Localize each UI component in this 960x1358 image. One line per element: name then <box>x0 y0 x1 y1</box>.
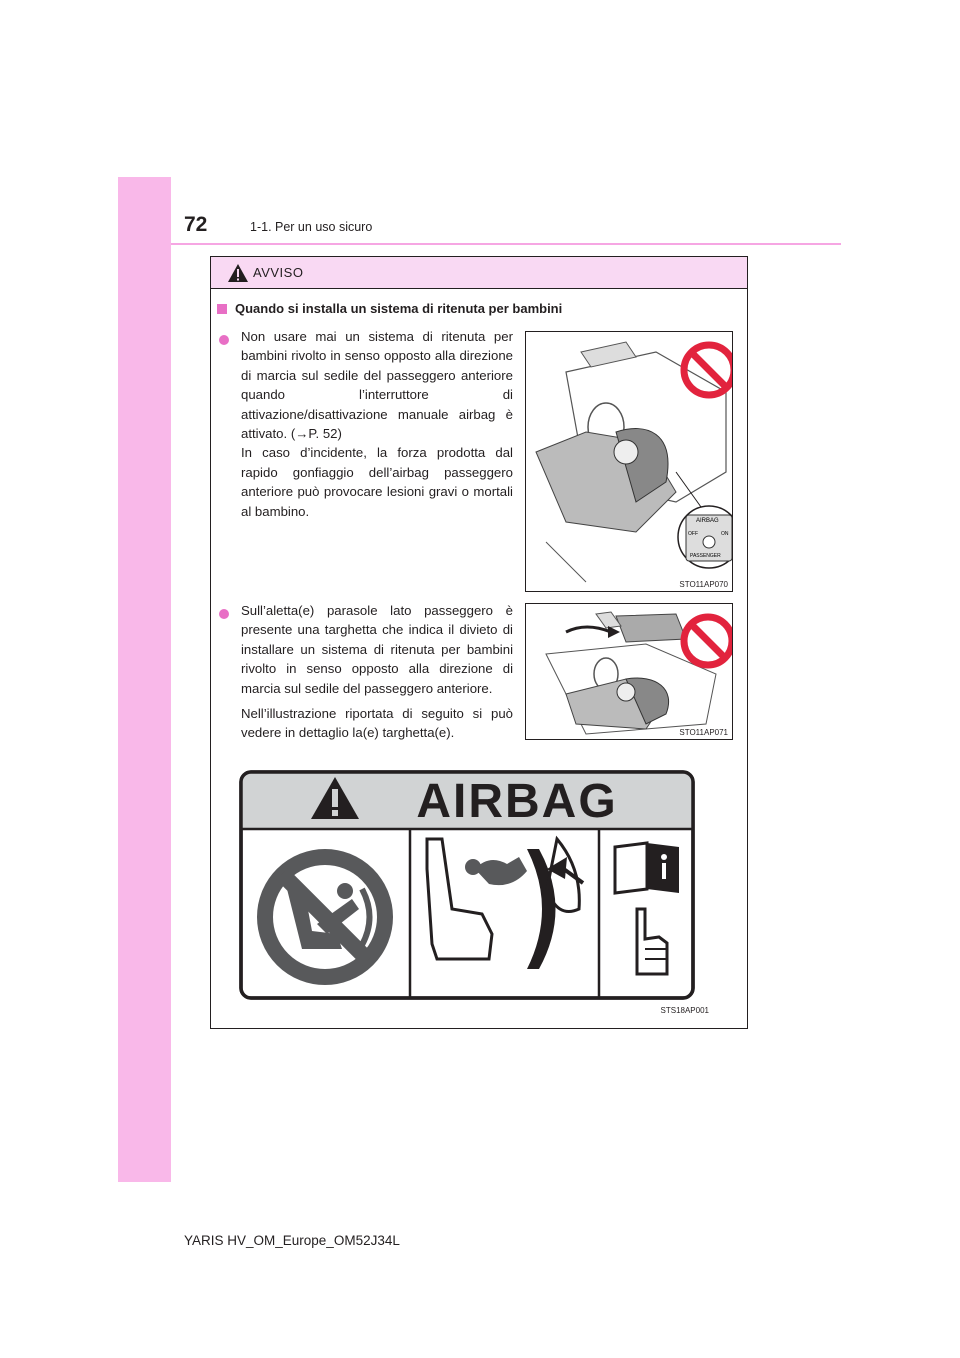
bullet-2-text-b: Nell’illustrazione riportata di seguito si può vedere in dettaglio la(e) targhetta(e). <box>241 706 513 741</box>
prohibition-icon <box>684 345 733 395</box>
figure-1 <box>525 331 733 592</box>
warning-box-header <box>211 257 747 289</box>
switch-airbag-label: AIRBAG <box>696 518 719 524</box>
airbag-label-text: AIRBAG <box>416 775 618 828</box>
figure-1-code: STO11AP070 <box>679 580 728 589</box>
bullet-2-text-a: Sull’aletta(e) parasole lato passeggero è presente una targhetta che indica il divieto di installare un sistema di ritenuta per bambini rivolto in senso opposto alla direzione di marcia sul sedile del passeggero anteriore. <box>241 603 513 696</box>
sun-visor-illustration <box>526 604 733 740</box>
switch-passenger-label: PASSENGER <box>690 553 721 559</box>
section-title: 1-1. Per un uso sicuro <box>250 220 373 234</box>
bullet-1-text-b: In caso d’incidente, la forza prodotta dal rapido gonfiaggio dell’airbag passeggero anteriore può provocare lesioni gravi o mortali al bambino. <box>241 445 513 519</box>
figure-3 <box>227 759 733 1015</box>
warning-box <box>210 256 748 1029</box>
figure-3-code: STS18AP001 <box>660 1006 709 1015</box>
page-number: 72 <box>184 213 208 236</box>
bullet-1 <box>241 327 513 521</box>
square-bullet-icon <box>217 304 227 314</box>
figure-2-code: STO11AP071 <box>679 728 728 737</box>
warning-triangle-icon <box>227 263 249 283</box>
figure-2 <box>525 603 733 740</box>
section-heading <box>217 301 562 316</box>
heading-text: Quando si installa un sistema di ritenuta per bambini <box>235 301 563 316</box>
bullet-dot-icon <box>219 335 229 345</box>
switch-on-label: ON <box>721 531 729 537</box>
side-tab <box>118 177 171 1182</box>
airbag-label-illustration <box>227 759 733 1015</box>
switch-off-label: OFF <box>688 531 698 537</box>
prohibition-icon <box>684 617 732 665</box>
car-interior-illustration <box>526 332 733 592</box>
bullet-1-text-a: Non usare mai un sistema di ritenuta per bambini rivolto in senso opposto alla direzione di marcia sul sedile del passeggero anteriore quando l’interruttore di attivazione/disattivazione manuale airbag è attivato. (→P. 52) <box>241 329 513 442</box>
header-rule <box>171 243 841 245</box>
warning-title: AVVISO <box>253 265 304 280</box>
footer-text: YARIS HV_OM_Europe_OM52J34L <box>184 1233 400 1248</box>
bullet-2 <box>241 601 513 743</box>
manual-book-icon <box>615 843 679 893</box>
bullet-dot-icon <box>219 609 229 619</box>
